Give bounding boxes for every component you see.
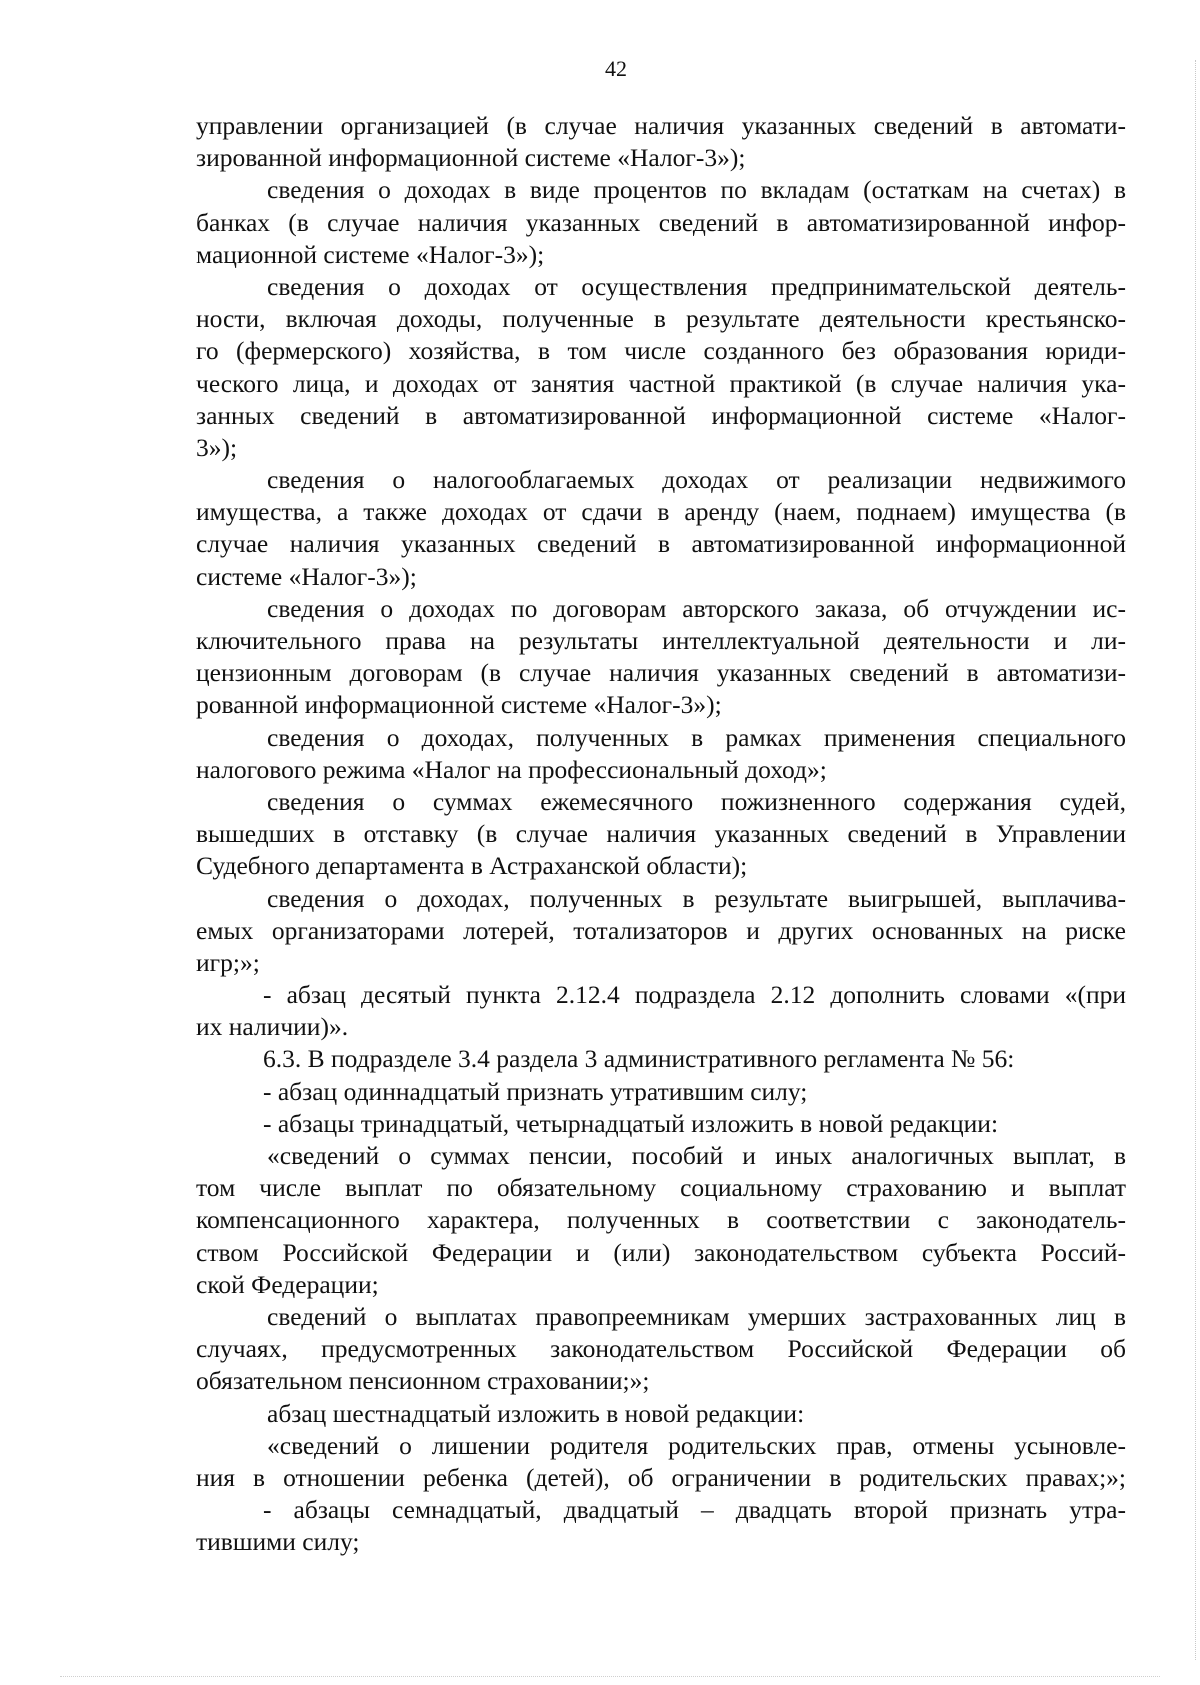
text-line: ством Российской Федерации и (или) законодательством субъекта Россий- xyxy=(196,1237,1126,1267)
text-line: банках (в случае наличия указанных сведений в автоматизированной инфор- xyxy=(196,207,1126,237)
text-line: игр;»; xyxy=(196,947,260,977)
text-line: «сведений о лишении родителя родительских прав, отмены усыновле- xyxy=(267,1430,1126,1460)
text-line: обязательном пенсионном страховании;»; xyxy=(196,1366,650,1396)
text-line: зированной информационной системе «Налог-3»); xyxy=(196,143,746,173)
text-line: сведения о доходах в виде процентов по вкладам (остаткам на счетах) в xyxy=(267,175,1126,205)
text-line: - абзац одиннадцатый признать утратившим силу; xyxy=(263,1076,808,1106)
text-line: сведения о доходах от осуществления предпринимательской деятель- xyxy=(267,271,1126,301)
text-line: сведения о доходах по договорам авторского заказа, об отчуждении ис- xyxy=(267,593,1126,623)
text-line: ческого лица, и доходах от занятия частной практикой (в случае наличия ука- xyxy=(196,368,1126,398)
text-line: системе «Налог-3»); xyxy=(196,561,417,591)
text-line: случае наличия указанных сведений в автоматизированной информационной xyxy=(196,529,1126,559)
text-line: 6.3. В подразделе 3.4 раздела 3 административного регламента № 56: xyxy=(263,1044,1015,1074)
text-line: тившими силу; xyxy=(196,1527,360,1557)
text-line: - абзацы семнадцатый, двадцатый – двадцать второй признать утра- xyxy=(263,1495,1126,1525)
text-line: имущества, а также доходах от сдачи в аренду (наем, поднаем) имущества (в xyxy=(196,497,1126,527)
text-line: вышедших в отставку (в случае наличия указанных сведений в Управлении xyxy=(196,819,1126,849)
text-line: ключительного права на результаты интеллектуальной деятельности и ли- xyxy=(196,626,1126,655)
text-line: сведения о суммах ежемесячного пожизненного содержания судей, xyxy=(267,786,1126,816)
text-line: мационной системе «Налог-3»); xyxy=(196,239,545,269)
text-line: занных сведений в автоматизированной информационной системе «Налог- xyxy=(196,400,1126,430)
text-line: случаях, предусмотренных законодательством Российской Федерации об xyxy=(196,1334,1126,1364)
text-line: - абзацы тринадцатый, четырнадцатый изложить в новой редакции: xyxy=(263,1108,999,1138)
text-line: компенсационного характера, полученных в соответствии с законодатель- xyxy=(196,1205,1126,1235)
page-number: 42 xyxy=(605,56,627,81)
text-line: сведения о налогооблагаемых доходах от реализации недвижимого xyxy=(267,465,1126,495)
text-line: сведения о доходах, полученных в результате выигрышей, выплачива- xyxy=(267,883,1126,913)
text-line: го (фермерского) хозяйства, в том числе созданного без образования юриди- xyxy=(196,336,1126,366)
text-line: ности, включая доходы, полученные в результате деятельности крестьянско- xyxy=(196,304,1126,334)
scan-edge-bottom xyxy=(60,1675,1160,1677)
text-line: - абзац десятый пункта 2.12.4 подраздела 2.12 дополнить словами «(при xyxy=(263,980,1126,1010)
text-line: ния в отношении ребенка (детей), об ограничении в родительских правах;»; xyxy=(196,1462,1126,1492)
scan-edge-right xyxy=(1194,60,1196,1660)
text-line: ской Федерации; xyxy=(196,1269,379,1299)
text-line: том числе выплат по обязательному социальному страхованию и выплат xyxy=(196,1173,1126,1203)
text-line: рованной информационной системе «Налог-3»); xyxy=(196,690,722,720)
text-line: 3»); xyxy=(196,432,238,462)
text-line: абзац шестнадцатый изложить в новой редакции: xyxy=(267,1398,805,1428)
document-body xyxy=(196,110,1126,1558)
text-line: емых организаторами лотерей, тотализаторов и других основанных на риске xyxy=(196,915,1126,945)
text-line: их наличии)». xyxy=(196,1012,349,1042)
text-line: цензионным договорам (в случае наличия указанных сведений в автоматизи- xyxy=(196,658,1126,688)
text-line: налогового режима «Налог на профессиональный доход»; xyxy=(196,754,827,784)
text-line: Судебного департамента в Астраханской области); xyxy=(196,851,748,881)
text-line: управлении организацией (в случае наличия указанных сведений в автомати- xyxy=(196,111,1126,140)
text-line: сведений о выплатах правопреемникам умерших застрахованных лиц в xyxy=(267,1301,1126,1331)
text-line: сведения о доходах, полученных в рамках применения специального xyxy=(267,722,1126,752)
text-line: «сведений о суммах пенсии, пособий и иных аналогичных выплат, в xyxy=(267,1141,1126,1170)
